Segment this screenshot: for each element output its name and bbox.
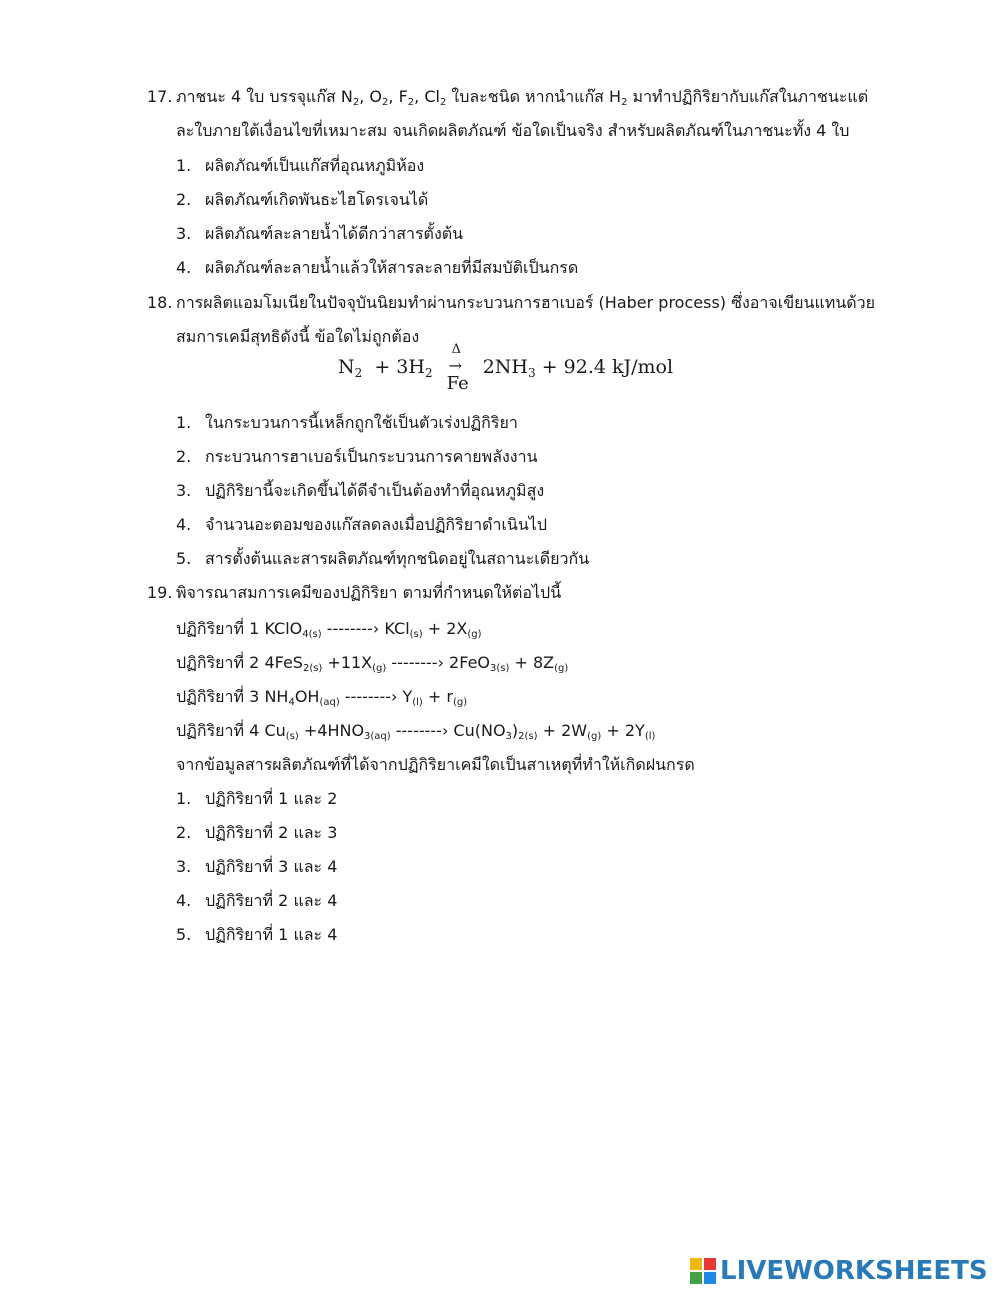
option-number: 2. — [176, 190, 192, 209]
reaction-2: ปฏิกิริยาที่ 2 $4FeS_{2(s)} +11X_{(g)}$ --------› $2FeO_{3(s)} + 8Z_{(g)}$ — [176, 653, 569, 674]
option-text: สารตั้งต้นและสารผลิตภัณฑ์ทุกชนิดอยู่ในสถานะเดียวกัน — [205, 549, 590, 568]
q19-stem: พิจารณาสมการเคมีของปฏิกิริยา ตามที่กำหนดให้ต่อไปนี้ — [176, 583, 562, 602]
option-text: จำนวนอะตอมของแก๊สลดลงเมื่อปฏิกิริยาดำเนินไป — [205, 515, 547, 534]
option-text: ปฏิกิริยาที่ 2 และ 3 — [205, 823, 338, 842]
q17-stem-line1: ภาชนะ 4 ใบ บรรจุแก๊ส $N_2$, $O_2$, $F_2$, $Cl_2$ ใบละชนิด หากนำแก๊ส $H_2$ มาทำปฏิกิริยากับแก๊สในภาชนะแต่ — [176, 87, 869, 108]
q17-stem-line2: ละใบภายใต้เงื่อนไขที่เหมาะสม จนเกิดผลิตภัณฑ์ ข้อใดเป็นจริง สำหรับผลิตภัณฑ์ในภาชนะทั้ง 4 ใบ — [176, 121, 850, 140]
option-number: 3. — [176, 857, 192, 876]
option-number: 2. — [176, 447, 192, 466]
option-number: 1. — [176, 413, 192, 432]
reaction-3: ปฏิกิริยาที่ 3 $NH_4OH_{(aq)}$ --------› $Y_{(l)} + r_{(g)}$ — [176, 687, 468, 708]
reaction-1: ปฏิกิริยาที่ 1 KClO$_{4(s)}$ --------› $KCl_{(s)} + 2X_{(g)}$ — [176, 619, 482, 640]
option-text: ปฏิกิริยาที่ 2 และ 4 — [205, 891, 338, 910]
reaction-arrow: Δ → Fe — [446, 342, 469, 394]
option-number: 5. — [176, 549, 192, 568]
option-number: 3. — [176, 224, 192, 243]
logo-text: LIVEWORKSHEETS — [720, 1256, 988, 1286]
option-text: กระบวนการฮาเบอร์เป็นกระบวนการคายพลังงาน — [205, 447, 538, 466]
option-text: ผลิตภัณฑ์ละลายน้ำแล้วให้สารละลายที่มีสมบัติเป็นกรด — [205, 258, 579, 277]
option-number: 4. — [176, 258, 192, 277]
option-number: 1. — [176, 156, 192, 175]
reaction-4: ปฏิกิริยาที่ 4 $Cu_{(s)} +4HNO_{3(aq)}$ --------› $Cu(NO_3)_{2(s)} + 2W_{(g)} + 2Y_{(l)}$ — [176, 721, 656, 742]
option-number: 5. — [176, 925, 192, 944]
option-number: 1. — [176, 789, 192, 808]
option-text: ผลิตภัณฑ์ละลายน้ำได้ดีกว่าสารตั้งต้น — [205, 224, 464, 243]
option-number: 4. — [176, 891, 192, 910]
option-text: ในกระบวนการนี้เหล็กถูกใช้เป็นตัวเร่งปฏิกิริยา — [205, 413, 518, 432]
q17-number: 17. — [147, 87, 173, 106]
q18-stem-line1: การผลิตแอมโมเนียในปัจจุบันนิยมทำผ่านกระบวนการฮาเบอร์ (Haber process) ซึ่งอาจเขียนแทนด้วย — [176, 293, 876, 312]
logo-grid-icon — [690, 1258, 716, 1284]
option-text: ผลิตภัณฑ์เป็นแก๊สที่อุณหภูมิห้อง — [205, 156, 425, 175]
q19-number: 19. — [147, 583, 173, 602]
option-text: ผลิตภัณฑ์เกิดพันธะไฮโดรเจนได้ — [205, 190, 429, 209]
option-number: 4. — [176, 515, 192, 534]
q18-number: 18. — [147, 293, 173, 312]
option-number: 3. — [176, 481, 192, 500]
q19-question: จากข้อมูลสารผลิตภัณฑ์ที่ได้จากปฏิกิริยาเคมีใดเป็นสาเหตุที่ทำให้เกิดฝนกรด — [176, 755, 695, 774]
option-number: 2. — [176, 823, 192, 842]
option-text: ปฏิกิริยาที่ 1 และ 2 — [205, 789, 338, 808]
option-text: ปฏิกิริยานี้จะเกิดขึ้นได้ดีจำเป็นต้องทำที่อุณหภูมิสูง — [205, 481, 545, 500]
option-text: ปฏิกิริยาที่ 3 และ 4 — [205, 857, 338, 876]
liveworksheets-logo[interactable] — [690, 1256, 988, 1286]
haber-equation: $N_2 + 3H_2$ Δ → Fe $2NH_3 + 92.4$ kJ/mol — [338, 342, 674, 394]
q18-stem-line2: สมการเคมีสุทธิดังนี้ ข้อใดไม่ถูกต้อง — [176, 327, 420, 346]
option-text: ปฏิกิริยาที่ 1 และ 4 — [205, 925, 338, 944]
